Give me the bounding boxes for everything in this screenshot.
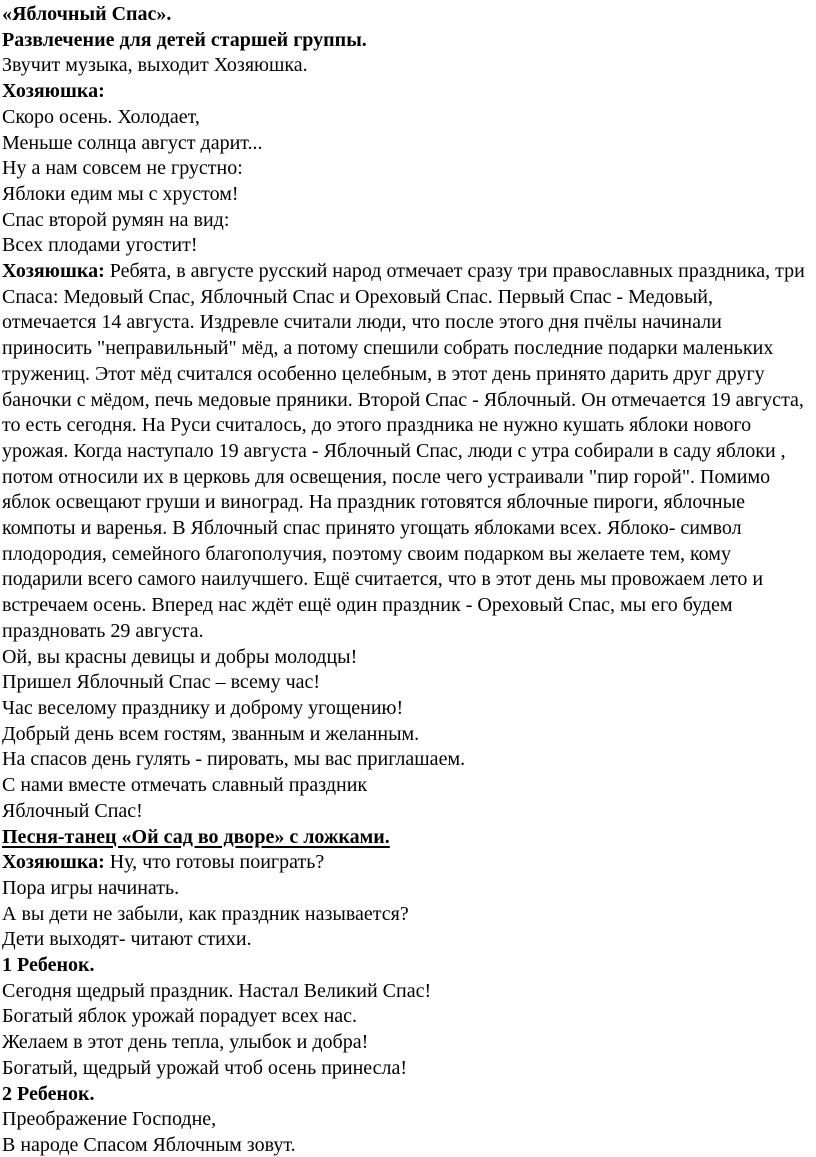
greeting-line: Ой, вы красны девицы и добры молодцы! xyxy=(2,645,358,668)
poem-line: Яблоки едим мы с хрустом! xyxy=(2,182,239,205)
child-1-label: 1 Ребенок. xyxy=(2,954,95,977)
game-text: Ну, что готовы поиграть? xyxy=(104,851,325,874)
game-invitation xyxy=(2,850,806,876)
child-2-line: В народе Спасом Яблочным зовут. xyxy=(2,1133,296,1156)
poem-line: Ну а нам совсем не грустно: xyxy=(2,157,243,180)
child-1-line: Богатый яблок урожай порадует всех нас. xyxy=(2,1005,358,1028)
stage-direction: Звучит музыка, выходит Хозяюшка. xyxy=(2,54,308,77)
greeting-line: Пришел Яблочный Спас – всему час! xyxy=(2,671,321,694)
child-2-label: 2 Ребенок. xyxy=(2,1082,95,1105)
greeting-verse xyxy=(2,645,806,825)
document-subtitle: Развлечение для детей старшей группы. xyxy=(2,28,367,51)
greeting-line: На спасов день гулять - пировать, мы вас приглашаем. xyxy=(2,748,466,771)
poem-line: Всех плодами угостит! xyxy=(2,234,198,257)
document-title: «Яблочный Спас». xyxy=(2,3,172,25)
child-1-line: Желаем в этот день тепла, улыбок и добра! xyxy=(2,1031,369,1054)
game-line: Пора игры начинать. xyxy=(2,876,180,899)
child-1-line: Богатый, щедрый урожай чтоб осень принесла! xyxy=(2,1056,408,1079)
opening-poem xyxy=(2,105,806,259)
poem-line: Скоро осень. Холодает, xyxy=(2,105,200,128)
speaker-label: Хозяюшка: xyxy=(2,260,105,283)
child-2-line: Преображение Господне, xyxy=(2,1108,217,1131)
greeting-line: С нами вместе отмечать славный праздник xyxy=(2,774,368,797)
greeting-line: Час веселому празднику и доброму угощению! xyxy=(2,696,404,719)
greeting-line: Яблочный Спас! xyxy=(2,799,143,822)
game-line: А вы дети не забыли, как праздник называется? xyxy=(2,902,409,925)
speaker-label: Хозяюшка: xyxy=(2,851,105,874)
speaker-label: Хозяюшка: xyxy=(2,80,105,103)
speech-paragraph xyxy=(2,259,806,645)
poem-line: Спас второй румян на вид: xyxy=(2,208,230,231)
speech-text: Ребята, в августе русский народ отмечает сразу три православных праздника, три Спаса: Медовый Спас, Яблочный Спас и Ореховый Спас. Первый Спас - Медовый, отмечается 14 августа. Издревле считали люди, что после этого дня пчёлы начинали приносить "неправильный" мёд, а потому спешили собрать последние подарки маленьких тружениц. Этот мёд считался особенно целебным, в этот день принято дарить друг другу баночки с мёдом, печь медовые пряники. Второй Спас - Яблочный. Он отмечается 19 августа, то есть сегодня. На Руси считалось, до этого праздника не нужно кушать яблоки нового урожая. Когда наступало 19 августа - Яблочный Спас, люди с утра собирали в саду яблоки , потом относили их в церковь для освещения, после чего устраивали "пир горой". Помимо яблок освещают груши и виноград. На праздник готовятся яблочные пироги, яблочные компоты и варенья. В Яблочный спас принято угощать яблоками всех. Яблоко- символ плодородия, семейного благополучия, поэтому своим подарком вы желаете тем, кому подарили всего самого наилучшего. Ещё считается, что в этот день мы провожаем лето и встречаем осень. Вперед нас ждёт ещё один праздник - Ореховый Спас, мы его будем праздновать 29 августа. xyxy=(2,260,805,642)
greeting-line: Добрый день всем гостям, званным и желанным. xyxy=(2,722,420,745)
poem-line: Меньше солнца август дарит... xyxy=(2,131,263,154)
song-heading: Песня-танец «Ой сад во дворе» с ложками. xyxy=(2,825,390,848)
child-1-line: Сегодня щедрый праздник. Настал Великий Спас! xyxy=(2,979,432,1002)
stage-direction: Дети выходят- читают стихи. xyxy=(2,928,252,951)
